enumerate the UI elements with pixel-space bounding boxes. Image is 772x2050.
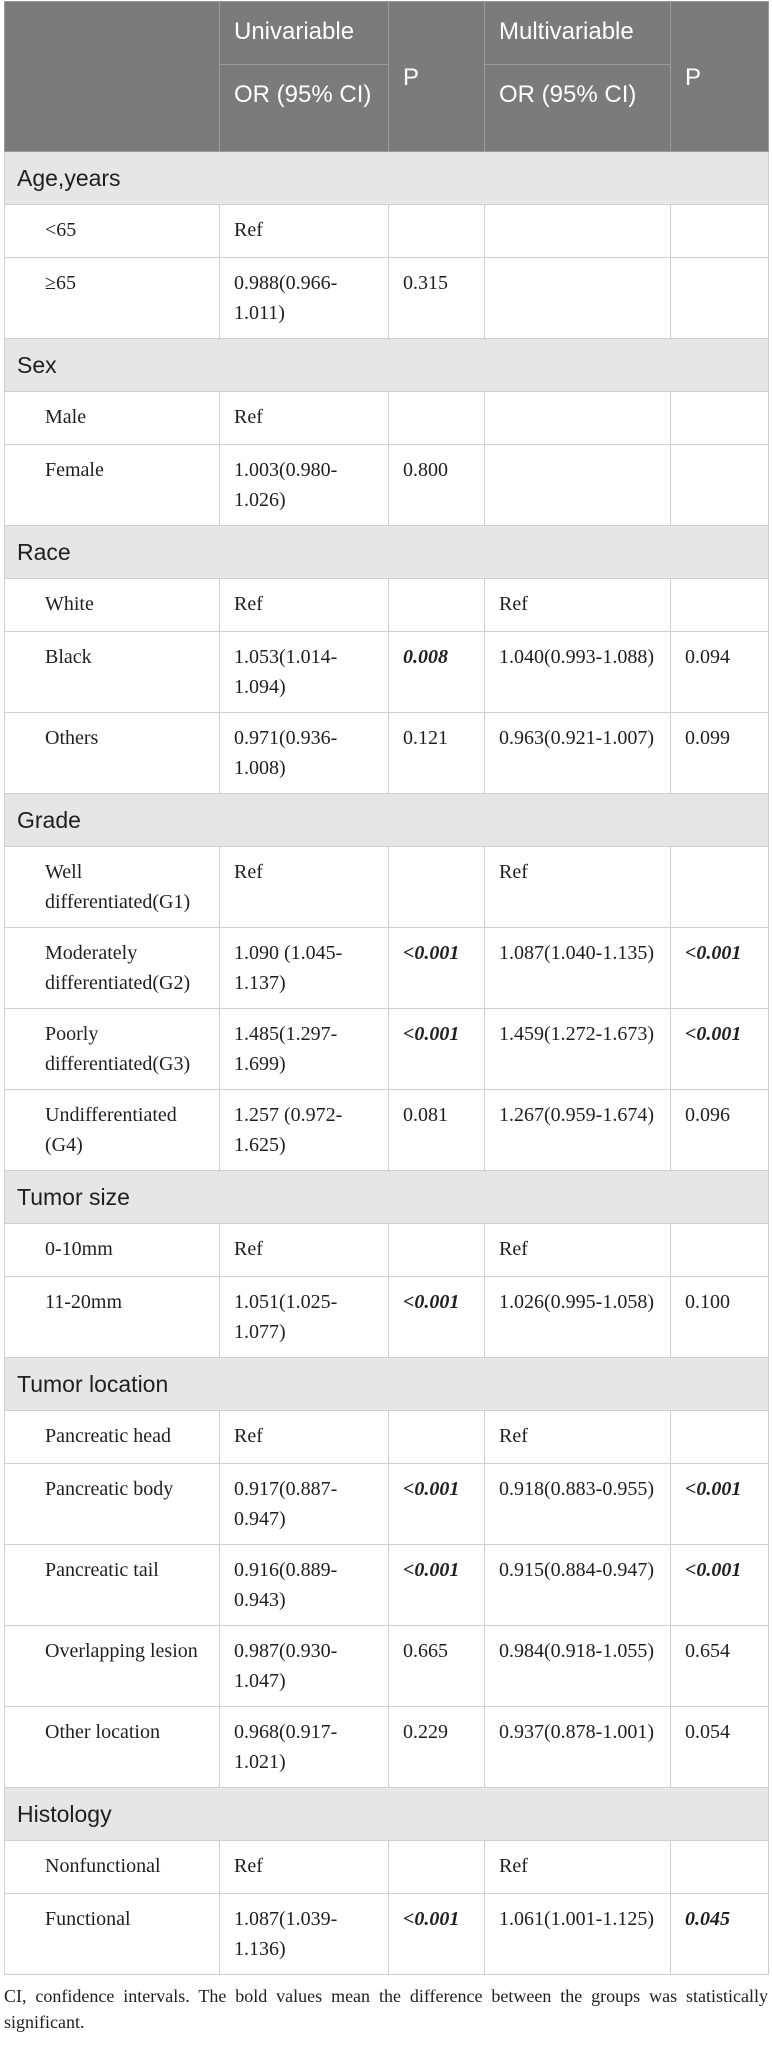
univariable-or-cell: Ref — [220, 1411, 389, 1464]
header-multivariable — [485, 2, 671, 65]
row-label: ≥65 — [5, 258, 220, 339]
multivariable-or-cell: 1.267(0.959-1.674) — [485, 1090, 671, 1171]
multivariable-or-cell: 0.915(0.884-0.947) — [485, 1545, 671, 1626]
multivariable-p-cell: 0.045 — [671, 1894, 769, 1975]
row-label: Black — [5, 632, 220, 713]
row-label: Female — [5, 445, 220, 526]
multivariable-p-cell — [671, 258, 769, 339]
univariable-or-cell: 1.051(1.025-1.077) — [220, 1277, 389, 1358]
table-row — [5, 713, 769, 794]
table-row — [5, 1277, 769, 1358]
multivariable-or-cell: 1.459(1.272-1.673) — [485, 1009, 671, 1090]
row-label: White — [5, 579, 220, 632]
univariable-p-cell — [389, 579, 485, 632]
header-p-multivariable-label: P — [685, 64, 702, 91]
row-label: Nonfunctional — [5, 1841, 220, 1894]
multivariable-or-cell: 0.984(0.918-1.055) — [485, 1626, 671, 1707]
multivariable-or-cell: Ref — [485, 1411, 671, 1464]
multivariable-p-cell: 0.099 — [671, 713, 769, 794]
row-label: Moderately differentiated(G2) — [5, 928, 220, 1009]
univariable-p-cell: 0.800 — [389, 445, 485, 526]
table-row — [5, 258, 769, 339]
multivariable-p-cell — [671, 1411, 769, 1464]
table-row — [5, 1707, 769, 1788]
univariable-p-cell: 0.008 — [389, 632, 485, 713]
table-body — [5, 152, 769, 1975]
multivariable-p-cell — [671, 392, 769, 445]
multivariable-or-cell — [485, 392, 671, 445]
univariable-p-cell: <0.001 — [389, 1277, 485, 1358]
multivariable-p-cell — [671, 1224, 769, 1277]
row-label: <65 — [5, 205, 220, 258]
row-label: Functional — [5, 1894, 220, 1975]
multivariable-p-cell: <0.001 — [671, 1009, 769, 1090]
univariable-p-cell: <0.001 — [389, 1894, 485, 1975]
univariable-p-cell: 0.121 — [389, 713, 485, 794]
univariable-p-cell — [389, 847, 485, 928]
row-label: Male — [5, 392, 220, 445]
header-p-univariable — [389, 2, 485, 152]
multivariable-or-cell — [485, 205, 671, 258]
table-row — [5, 632, 769, 713]
table-row — [5, 1841, 769, 1894]
multivariable-or-cell: Ref — [485, 1841, 671, 1894]
group-title: Age,years — [5, 152, 769, 205]
univariable-or-cell: 1.090 (1.045-1.137) — [220, 928, 389, 1009]
table-row — [5, 1224, 769, 1277]
row-label: Well differentiated(G1) — [5, 847, 220, 928]
univariable-p-cell — [389, 205, 485, 258]
univariable-or-cell: Ref — [220, 847, 389, 928]
multivariable-or-cell: Ref — [485, 1224, 671, 1277]
table-row — [5, 1894, 769, 1975]
group-row — [5, 339, 769, 392]
multivariable-p-cell: 0.100 — [671, 1277, 769, 1358]
univariable-p-cell: 0.665 — [389, 1626, 485, 1707]
univariable-p-cell — [389, 1224, 485, 1277]
group-title: Race — [5, 526, 769, 579]
row-label: Pancreatic head — [5, 1411, 220, 1464]
group-title: Histology — [5, 1788, 769, 1841]
group-row — [5, 1171, 769, 1224]
multivariable-p-cell — [671, 1841, 769, 1894]
table-row — [5, 928, 769, 1009]
multivariable-p-cell — [671, 445, 769, 526]
multivariable-or-cell: 0.918(0.883-0.955) — [485, 1464, 671, 1545]
multivariable-p-cell — [671, 205, 769, 258]
group-row — [5, 526, 769, 579]
row-label: Overlapping lesion — [5, 1626, 220, 1707]
multivariable-p-cell: 0.096 — [671, 1090, 769, 1171]
table-row — [5, 1009, 769, 1090]
univariable-p-cell: <0.001 — [389, 1545, 485, 1626]
table-header — [5, 2, 769, 152]
table-row — [5, 1464, 769, 1545]
univariable-or-cell: 1.485(1.297-1.699) — [220, 1009, 389, 1090]
univariable-or-cell: 0.916(0.889-0.943) — [220, 1545, 389, 1626]
univariable-or-cell: 0.968(0.917-1.021) — [220, 1707, 389, 1788]
univariable-p-cell: 0.229 — [389, 1707, 485, 1788]
header-multivariable-label: Multivariable — [499, 18, 634, 45]
header-or-univariable — [220, 65, 389, 152]
univariable-or-cell: 1.087(1.039-1.136) — [220, 1894, 389, 1975]
univariable-or-cell: Ref — [220, 392, 389, 445]
table-row — [5, 847, 769, 928]
row-label: Pancreatic body — [5, 1464, 220, 1545]
table-row — [5, 1411, 769, 1464]
multivariable-or-cell: 1.026(0.995-1.058) — [485, 1277, 671, 1358]
header-or-univariable-label: OR (95% CI) — [234, 81, 372, 108]
multivariable-or-cell: 0.937(0.878-1.001) — [485, 1707, 671, 1788]
header-univariable-label: Univariable — [234, 18, 355, 45]
row-label: 11-20mm — [5, 1277, 220, 1358]
univariable-or-cell: 0.987(0.930-1.047) — [220, 1626, 389, 1707]
header-p-multivariable — [671, 2, 769, 152]
table-row — [5, 579, 769, 632]
multivariable-or-cell — [485, 445, 671, 526]
univariable-p-cell: 0.315 — [389, 258, 485, 339]
univariable-p-cell: 0.081 — [389, 1090, 485, 1171]
row-label: Poorly differentiated(G3) — [5, 1009, 220, 1090]
multivariable-or-cell — [485, 258, 671, 339]
header-blank-cell — [5, 2, 220, 152]
multivariable-p-cell: 0.654 — [671, 1626, 769, 1707]
multivariable-p-cell: <0.001 — [671, 1464, 769, 1545]
univariable-or-cell: 1.003(0.980-1.026) — [220, 445, 389, 526]
group-row — [5, 1358, 769, 1411]
multivariable-p-cell: <0.001 — [671, 928, 769, 1009]
univariable-or-cell: Ref — [220, 1841, 389, 1894]
multivariable-or-cell: 1.061(1.001-1.125) — [485, 1894, 671, 1975]
univariable-or-cell: Ref — [220, 1224, 389, 1277]
table-row — [5, 1545, 769, 1626]
multivariable-p-cell: 0.094 — [671, 632, 769, 713]
regression-table — [4, 1, 769, 1975]
univariable-or-cell: 0.971(0.936-1.008) — [220, 713, 389, 794]
univariable-or-cell: Ref — [220, 205, 389, 258]
group-title: Grade — [5, 794, 769, 847]
table-row — [5, 445, 769, 526]
table-row — [5, 1090, 769, 1171]
group-title: Tumor size — [5, 1171, 769, 1224]
multivariable-p-cell: 0.054 — [671, 1707, 769, 1788]
multivariable-or-cell: 1.040(0.993-1.088) — [485, 632, 671, 713]
group-row — [5, 794, 769, 847]
group-title: Sex — [5, 339, 769, 392]
group-row — [5, 152, 769, 205]
header-p-univariable-label: P — [403, 64, 420, 91]
univariable-or-cell: 0.917(0.887-0.947) — [220, 1464, 389, 1545]
table-footnote: CI, confidence intervals. The bold values mean the difference between the groups was statistically significant. — [4, 1986, 768, 2032]
multivariable-or-cell: 1.087(1.040-1.135) — [485, 928, 671, 1009]
multivariable-or-cell: 0.963(0.921-1.007) — [485, 713, 671, 794]
document-page — [4, 1, 768, 2035]
header-univariable — [220, 2, 389, 65]
group-row — [5, 1788, 769, 1841]
univariable-p-cell: <0.001 — [389, 928, 485, 1009]
multivariable-p-cell — [671, 847, 769, 928]
header-or-multivariable — [485, 65, 671, 152]
table-row — [5, 205, 769, 258]
multivariable-p-cell: <0.001 — [671, 1545, 769, 1626]
univariable-or-cell: 1.257 (0.972-1.625) — [220, 1090, 389, 1171]
univariable-or-cell: 0.988(0.966-1.011) — [220, 258, 389, 339]
univariable-p-cell: <0.001 — [389, 1464, 485, 1545]
row-label: Pancreatic tail — [5, 1545, 220, 1626]
univariable-p-cell — [389, 1411, 485, 1464]
multivariable-p-cell — [671, 579, 769, 632]
multivariable-or-cell: Ref — [485, 847, 671, 928]
row-label: Undifferentiated (G4) — [5, 1090, 220, 1171]
table-row — [5, 392, 769, 445]
multivariable-or-cell: Ref — [485, 579, 671, 632]
univariable-or-cell: 1.053(1.014-1.094) — [220, 632, 389, 713]
row-label: 0-10mm — [5, 1224, 220, 1277]
row-label: Others — [5, 713, 220, 794]
univariable-p-cell — [389, 1841, 485, 1894]
univariable-p-cell: <0.001 — [389, 1009, 485, 1090]
univariable-p-cell — [389, 392, 485, 445]
group-title: Tumor location — [5, 1358, 769, 1411]
univariable-or-cell: Ref — [220, 579, 389, 632]
header-or-multivariable-label: OR (95% CI) — [499, 81, 637, 108]
table-row — [5, 1626, 769, 1707]
row-label: Other location — [5, 1707, 220, 1788]
